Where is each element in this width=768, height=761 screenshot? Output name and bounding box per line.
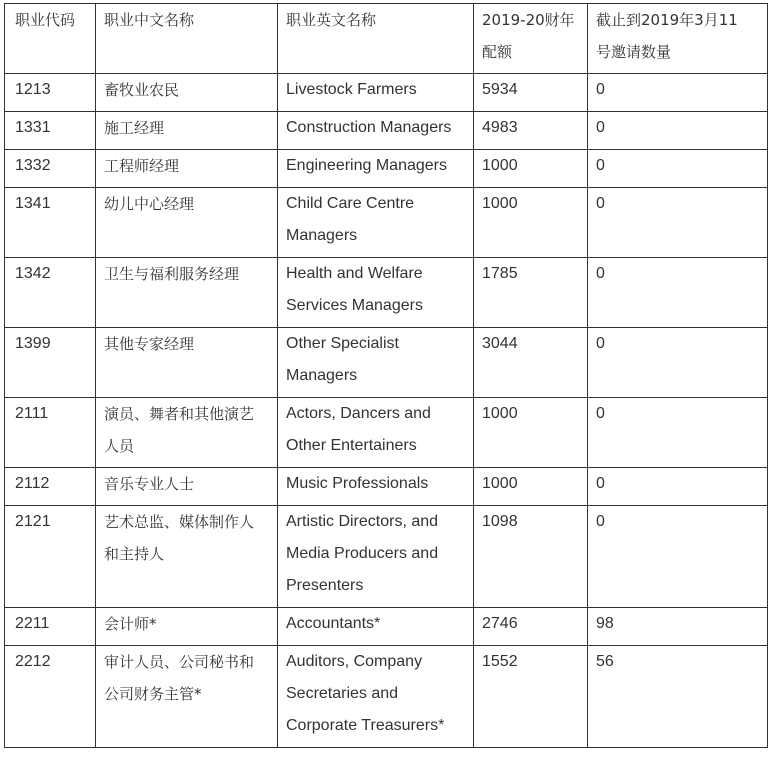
cell-cn-name [96,150,278,188]
quota-text: 4983 [482,119,518,136]
code-text: 1399 [15,335,51,352]
cell-code [5,468,96,506]
code-text: 2112 [15,475,50,492]
en-name-line: Corporate Treasurers* [286,717,445,734]
en-name-line: Secretaries and [286,685,399,702]
cell-en-name [278,506,474,608]
cell-code [5,398,96,468]
cn-name-line: 人员 [104,437,135,455]
en-name-line: Media Producers and [286,545,439,562]
cell-en-name [278,398,474,468]
table-row [5,646,768,748]
cell-invites [588,608,768,646]
code-text: 1342 [15,265,51,282]
cell-code [5,150,96,188]
cell-invites [588,468,768,506]
cell-en-name [278,468,474,506]
code-text: 2111 [15,405,49,422]
table-row [5,112,768,150]
invites-text: 0 [596,513,605,530]
en-name-line: Managers [286,227,358,244]
cn-name-line: 幼儿中心经理 [104,195,195,213]
header-invites-line1: 截止到2019年3月11 [596,11,738,29]
en-name-line: Presenters [286,577,364,594]
table-row [5,468,768,506]
table-row [5,608,768,646]
cell-cn-name [96,188,278,258]
cell-code [5,112,96,150]
cell-quota [474,608,588,646]
cn-name-line: 会计师* [104,615,157,633]
cell-quota [474,398,588,468]
cell-code [5,258,96,328]
en-name-line: Managers [286,367,358,384]
cell-code [5,188,96,258]
invites-text: 0 [596,119,605,136]
en-name-line: Music Professionals [286,475,429,492]
header-en-name-label: 职业英文名称 [286,11,377,29]
cell-cn-name [96,398,278,468]
cell-cn-name [96,258,278,328]
en-name-line: Accountants* [286,615,381,632]
table-body [5,4,768,748]
quota-text: 1785 [482,265,518,282]
cn-name-line: 公司财务主管* [104,685,202,703]
cell-quota [474,328,588,398]
cell-en-name [278,188,474,258]
en-name-line: Artistic Directors, and [286,513,439,530]
table-row [5,188,768,258]
cell-code [5,506,96,608]
code-text: 2212 [15,653,51,670]
cell-code [5,74,96,112]
quota-text: 1000 [482,405,518,422]
header-en-name [278,4,474,74]
quota-text: 2746 [482,615,518,632]
cell-code [5,646,96,748]
cell-quota [474,646,588,748]
table-row [5,328,768,398]
cell-quota [474,112,588,150]
cell-code [5,608,96,646]
header-quota [474,4,588,74]
invites-text: 0 [596,405,605,422]
invites-text: 0 [596,265,605,282]
cell-en-name [278,112,474,150]
cell-quota [474,188,588,258]
code-text: 2211 [15,615,50,632]
en-name-line: Livestock Farmers [286,81,417,98]
header-invites [588,4,768,74]
code-text: 1341 [15,195,51,212]
invites-text: 0 [596,335,605,352]
cell-en-name [278,646,474,748]
cn-name-line: 其他专家经理 [104,335,195,353]
cell-quota [474,74,588,112]
invites-text: 0 [596,195,605,212]
cn-name-line: 审计人员、公司秘书和 [104,653,255,671]
quota-text: 1000 [482,157,518,174]
en-name-line: Actors, Dancers and [286,405,431,422]
code-text: 2121 [15,513,51,530]
cn-name-line: 施工经理 [104,119,165,137]
cell-code [5,328,96,398]
en-name-line: Other Entertainers [286,437,417,454]
quota-text: 3044 [482,335,518,352]
invites-text: 98 [596,615,614,632]
table-row [5,150,768,188]
occupation-table [4,3,768,748]
cell-cn-name [96,646,278,748]
invites-text: 0 [596,157,605,174]
invites-text: 0 [596,475,605,492]
cn-name-line: 卫生与福利服务经理 [104,265,240,283]
en-name-line: Services Managers [286,297,423,314]
header-quota-line2: 配额 [482,43,513,61]
cell-quota [474,258,588,328]
header-code [5,4,96,74]
cn-name-line: 演员、舞者和其他演艺 [104,405,255,423]
cell-cn-name [96,506,278,608]
header-cn-name [96,4,278,74]
cn-name-line: 艺术总监、媒体制作人 [104,513,255,531]
header-quota-line1: 2019-20财年 [482,11,575,29]
table-header-row [5,4,768,74]
cell-invites [588,150,768,188]
cell-en-name [278,74,474,112]
en-name-line: Engineering Managers [286,157,447,174]
header-cn-name-label: 职业中文名称 [104,11,195,29]
code-text: 1332 [15,157,51,174]
table-row [5,74,768,112]
cell-en-name [278,258,474,328]
cn-name-line: 和主持人 [104,545,165,563]
cell-invites [588,398,768,468]
en-name-line: Other Specialist [286,335,399,352]
table-row [5,506,768,608]
cell-quota [474,506,588,608]
cell-quota [474,150,588,188]
cn-name-line: 工程师经理 [104,157,180,175]
cell-en-name [278,150,474,188]
cell-invites [588,328,768,398]
invites-text: 0 [596,81,605,98]
cn-name-line: 畜牧业农民 [104,81,180,99]
cell-invites [588,74,768,112]
quota-text: 1552 [482,653,518,670]
cell-cn-name [96,608,278,646]
invites-text: 56 [596,653,614,670]
cell-invites [588,258,768,328]
cell-invites [588,646,768,748]
en-name-line: Construction Managers [286,119,452,136]
cell-quota [474,468,588,506]
en-name-line: Auditors, Company [286,653,423,670]
quota-text: 1000 [482,195,518,212]
cell-cn-name [96,112,278,150]
quota-text: 1098 [482,513,518,530]
cell-en-name [278,328,474,398]
cn-name-line: 音乐专业人士 [104,475,195,493]
header-invites-line2: 号邀请数量 [596,43,672,61]
cell-invites [588,506,768,608]
cell-cn-name [96,468,278,506]
header-code-label: 职业代码 [15,11,76,29]
en-name-line: Child Care Centre [286,195,415,212]
table-row [5,398,768,468]
quota-text: 5934 [482,81,518,98]
cell-en-name [278,608,474,646]
en-name-line: Health and Welfare [286,265,423,282]
cell-cn-name [96,328,278,398]
cell-invites [588,188,768,258]
cell-cn-name [96,74,278,112]
code-text: 1331 [15,119,51,136]
cell-invites [588,112,768,150]
quota-text: 1000 [482,475,518,492]
code-text: 1213 [15,81,51,98]
table-row [5,258,768,328]
